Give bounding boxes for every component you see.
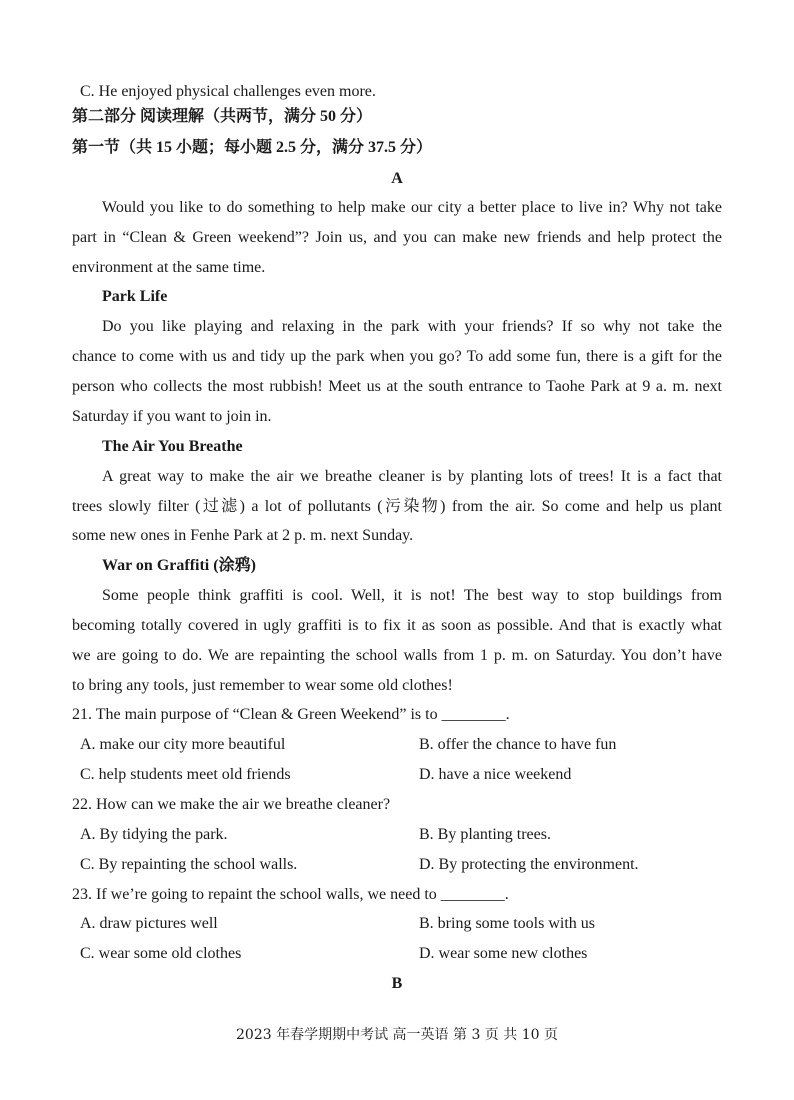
question-21-option-b[interactable]: B. offer the chance to have fun — [419, 736, 617, 753]
question-23-stem: 23. If we’re going to repaint the school walls, we need to ________. — [72, 886, 509, 903]
carryover-option: C. He enjoyed physical challenges even more. — [80, 83, 376, 100]
graffiti-line: to bring any tools, just remember to wear some old clothes! — [72, 677, 453, 694]
question-23-option-a[interactable]: A. draw pictures well — [80, 915, 218, 932]
question-22-option-b[interactable]: B. By planting trees. — [419, 826, 551, 843]
air-line: some new ones in Fenhe Park at 2 p. m. next Sunday. — [72, 527, 414, 544]
page-footer: 2023 年春学期期中考试 高一英语 第 3 页 共 10 页 — [236, 1027, 558, 1043]
air-title: The Air You Breathe — [102, 438, 243, 455]
question-21-stem: 21. The main purpose of “Clean & Green Weekend” is to ________. — [72, 706, 510, 723]
park-life-line: chance to come with us and tidy up the park when you go? To add some fun, there is a gift for the — [72, 348, 722, 365]
question-21-option-a[interactable]: A. make our city more beautiful — [80, 736, 286, 753]
question-22-option-c[interactable]: C. By repainting the school walls. — [80, 856, 298, 873]
question-23-option-c[interactable]: C. wear some old clothes — [80, 945, 242, 962]
passage-b-label: B — [391, 975, 403, 992]
graffiti-title: War on Graffiti (涂鸦) — [102, 557, 256, 574]
question-21-option-c[interactable]: C. help students meet old friends — [80, 766, 291, 783]
subsection-heading: 第一节（共 15 小题；每小题 2.5 分，满分 37.5 分） — [72, 139, 433, 156]
park-life-line: Saturday if you want to join in. — [72, 408, 272, 425]
question-22-option-a[interactable]: A. By tidying the park. — [80, 826, 228, 843]
park-life-line: Do you like playing and relaxing in the park with your friends? If so why not take the — [102, 318, 722, 335]
graffiti-line: we are going to do. We are repainting the school walls from 1 p. m. on Saturday. You don’t have — [72, 647, 722, 664]
passage-a-intro-line: Would you like to do something to help make our city a better place to live in? Why not take — [102, 199, 722, 216]
question-21-option-d[interactable]: D. have a nice weekend — [419, 766, 572, 783]
graffiti-line: becoming totally covered in ugly graffiti is to fix it as soon as possible. And that is exactly what — [72, 617, 722, 634]
graffiti-line: Some people think graffiti is cool. Well, it is not! The best way to stop buildings from — [102, 587, 722, 604]
park-life-title: Park Life — [102, 288, 168, 305]
air-line: trees slowly filter (过滤) a lot of pollutants (污染物) from the air. So come and help us plant — [72, 498, 722, 515]
air-line: A great way to make the air we breathe cleaner is by planting lots of trees! It is a fact that — [102, 468, 722, 485]
question-22-stem: 22. How can we make the air we breathe cleaner? — [72, 796, 391, 813]
park-life-line: person who collects the most rubbish! Meet us at the south entrance to Taohe Park at 9 a. m. next — [72, 378, 722, 395]
question-22-option-d[interactable]: D. By protecting the environment. — [419, 856, 639, 873]
question-23-option-b[interactable]: B. bring some tools with us — [419, 915, 596, 932]
question-23-option-d[interactable]: D. wear some new clothes — [419, 945, 588, 962]
section-heading: 第二部分 阅读理解（共两节，满分 50 分） — [72, 108, 373, 125]
passage-a-intro-line: environment at the same time. — [72, 259, 266, 276]
passage-a-intro-line: part in “Clean & Green weekend”? Join us, and you can make new friends and help protect the — [72, 229, 722, 246]
passage-a-label: A — [391, 170, 403, 187]
